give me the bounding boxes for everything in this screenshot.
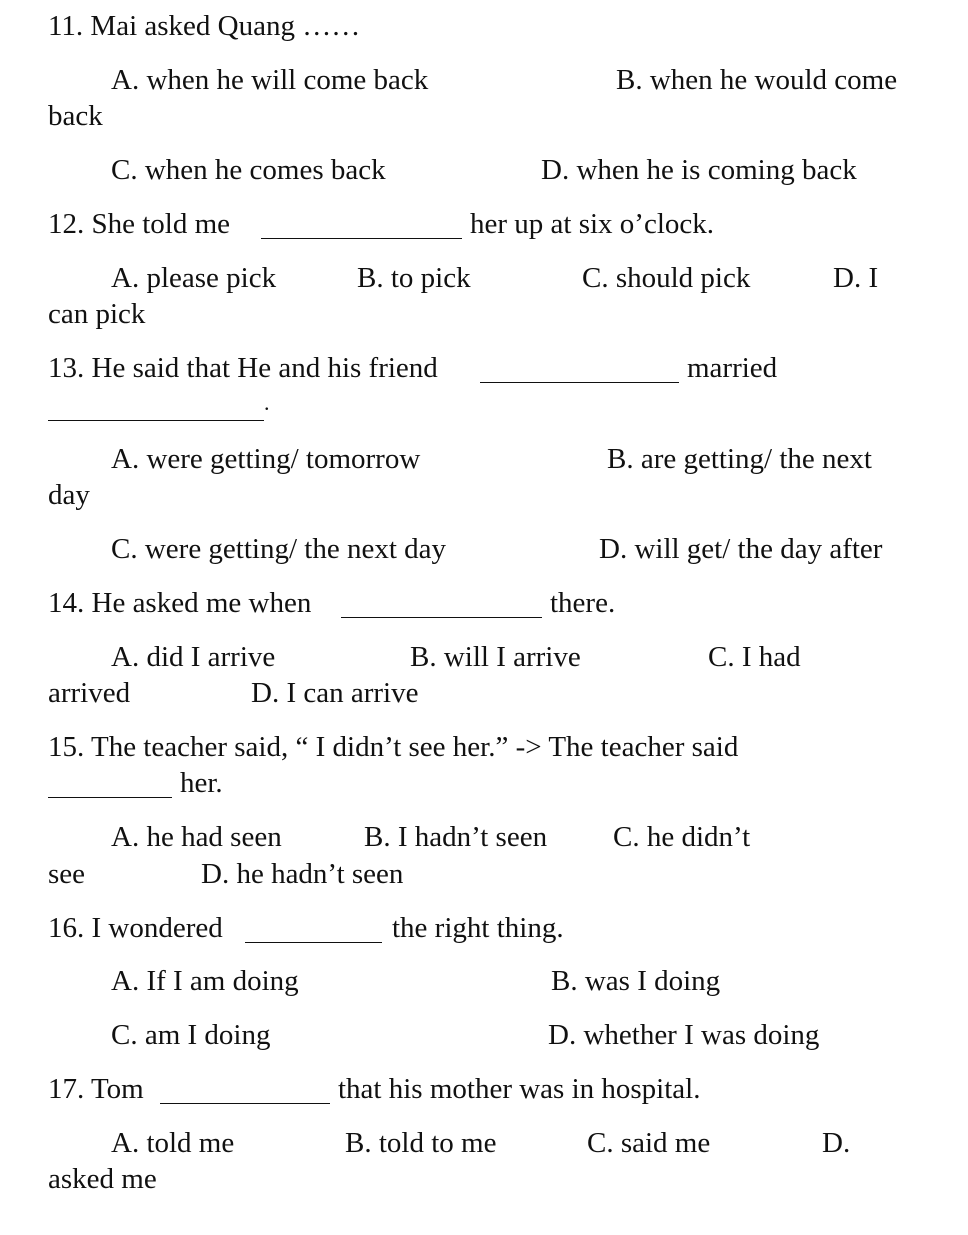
q17-option-b: B. told to me xyxy=(345,1127,497,1159)
question-14-stem-start: 14. He asked me when xyxy=(48,587,312,619)
q17-option-d: D. xyxy=(822,1127,851,1159)
q12-answer-blank xyxy=(261,212,462,239)
question-12-stem-start: 12. She told me xyxy=(48,208,231,240)
question-17-stem-start: 17. Tom xyxy=(48,1073,144,1105)
q17-option-a: A. told me xyxy=(111,1127,235,1159)
q13-option-c: C. were getting/ the next day xyxy=(111,533,447,565)
q12-option-d: D. I xyxy=(833,262,879,294)
q11-option-a: A. when he will come back xyxy=(111,64,429,96)
q11-option-b-continued: back xyxy=(48,100,103,132)
q13-option-a: A. were getting/ tomorrow xyxy=(111,443,421,475)
q12-option-d-continued: can pick xyxy=(48,298,146,330)
q11-option-b: B. when he would come xyxy=(616,64,898,96)
q17-option-d-continued: asked me xyxy=(48,1163,157,1195)
q13-answer-blank-2 xyxy=(48,394,264,421)
q11-option-d: D. when he is coming back xyxy=(541,154,857,186)
q16-option-a: A. If I am doing xyxy=(111,965,299,997)
q17-answer-blank xyxy=(160,1077,330,1104)
q14-answer-blank xyxy=(341,591,542,618)
q13-option-b: B. are getting/ the next xyxy=(607,443,872,475)
q13-option-d: D. will get/ the day after xyxy=(599,533,883,565)
q14-option-c: C. I had xyxy=(708,641,801,673)
q15-option-c-continued: see xyxy=(48,858,86,890)
question-11-stem: 11. Mai asked Quang …… xyxy=(48,10,361,42)
question-16-stem-end: the right thing. xyxy=(392,912,564,944)
q15-option-d: D. he hadn’t seen xyxy=(201,858,404,890)
q14-option-c-continued: arrived xyxy=(48,677,131,709)
q13-option-b-continued: day xyxy=(48,479,90,511)
q16-option-c: C. am I doing xyxy=(111,1019,271,1051)
question-15-stem-start: 15. The teacher said, “ I didn’t see her.” -> The teacher said xyxy=(48,731,739,763)
q12-option-c: C. should pick xyxy=(582,262,751,294)
question-13-stem-middle: married xyxy=(687,352,778,384)
question-16-stem-start: 16. I wondered xyxy=(48,912,223,944)
question-14-stem-end: there. xyxy=(550,587,616,619)
q12-option-b: B. to pick xyxy=(357,262,471,294)
question-13-stem-start: 13. He said that He and his friend xyxy=(48,352,438,384)
q13-answer-blank-1 xyxy=(480,356,679,383)
q17-option-c: C. said me xyxy=(587,1127,711,1159)
question-12-stem-end: her up at six o’clock. xyxy=(470,208,715,240)
q14-option-b: B. will I arrive xyxy=(410,641,581,673)
q12-option-a: A. please pick xyxy=(111,262,277,294)
q16-option-b: B. was I doing xyxy=(551,965,721,997)
q15-option-c: C. he didn’t xyxy=(613,821,751,853)
q14-option-a: A. did I arrive xyxy=(111,641,276,673)
q14-option-d: D. I can arrive xyxy=(251,677,419,709)
question-15-stem-end: her. xyxy=(180,767,223,799)
q16-answer-blank xyxy=(245,916,382,943)
question-13-stem-end: . xyxy=(264,390,270,415)
q15-answer-blank xyxy=(48,771,172,798)
q11-option-c: C. when he comes back xyxy=(111,154,386,186)
question-17-stem-end: that his mother was in hospital. xyxy=(338,1073,701,1105)
q15-option-a: A. he had seen xyxy=(111,821,282,853)
q15-option-b: B. I hadn’t seen xyxy=(364,821,548,853)
q16-option-d: D. whether I was doing xyxy=(548,1019,820,1051)
